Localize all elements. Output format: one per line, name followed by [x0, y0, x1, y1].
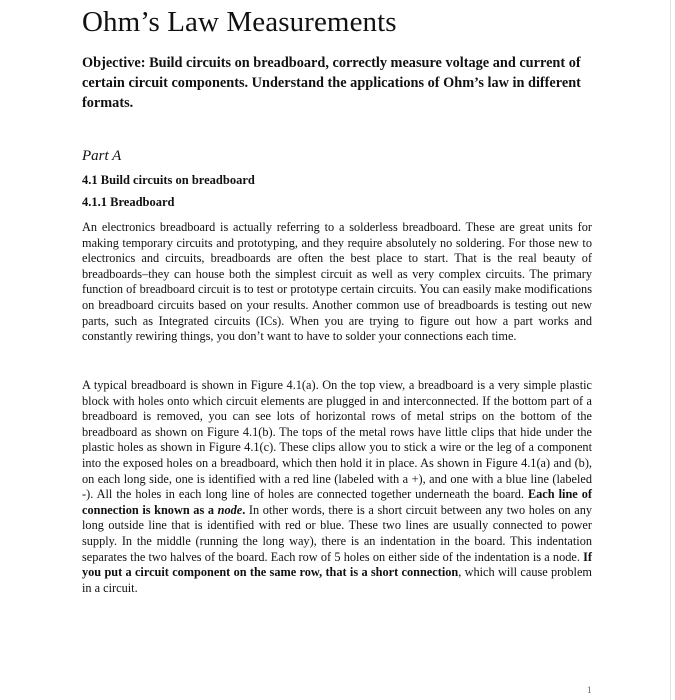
paragraph-breadboard-intro: An electronics breadboard is actually referring to a solderless breadboard. These are great units for making temporary circuits and prototyping, and they require absolutely no soldering. For those new to electronics and circuits, breadboards are often the best place to start. That is the real beauty of breadboards–they can house both the simplest circuit as well as very complex circuits. The primary function of breadboard circuit is to test or prototype certain circuits. You can easily make modifications on breadboard circuits based on your results. Another common use of breadboards is testing out new parts, such as Integrated circuits (ICs). When you are trying to figure out how a part works and constantly rewiring things, you don’t want to have to solder your connections each time. — [82, 220, 592, 344]
node-term: node — [217, 502, 243, 517]
paragraph-text: In other words, there is a short circuit between any two holes on any long outside line that is identified with red or blue. These two lines are usually connected to power supply. In the middle (running the long way), there is an indentation in the board. This indentation separates the two halves of the board. Each row of 5 holes on either side of the indentation is a node. — [82, 502, 592, 564]
section-heading-4-1-1: 4.1.1 Breadboard — [82, 195, 175, 209]
paragraph-text: A typical breadboard is shown in Figure 4.1(a). On the top view, a breadboard is a very simple plastic block with holes onto which circuit elements are plugged in and interconnected. If the bottom part of a breadboard is removed, you can see lots of horizontal rows of metal strips on the bottom of the breadboard as shown on Figure 4.1(b). The tops of the metal rows have little clips that hide under the plastic holes as shown in Figure 4.1(c). These clips allow you to stick a wire or the leg of a component into the exposed holes on a breadboard, which then hold it in place. As shown in Figure 4.1(a) and (b), on each long side, one is identified with a red line (labeled with a +), and one with a blue line (labeled -). All the holes in each long line of holes are connected together underneath the board. — [82, 378, 592, 502]
paragraph-typical-breadboard — [82, 378, 592, 596]
page-number: 1 — [587, 685, 592, 695]
bold-period: . — [242, 502, 246, 517]
page-title: Ohm’s Law Measurements — [82, 6, 397, 38]
section-heading-4-1: 4.1 Build circuits on breadboard — [82, 173, 255, 187]
bold-text: Each line of connection is known as a — [82, 487, 593, 517]
objective-text: Objective: Build circuits on breadboard, correctly measure voltage and current of certain circuit components. Understand the applications of Ohm’s law in different formats. — [82, 55, 581, 111]
page-edge — [670, 0, 671, 700]
part-heading: Part A — [82, 148, 122, 164]
bold-text: If you put a circuit component on the same row, that is a short connection — [82, 549, 592, 580]
paragraph-text: , which will cause problem in a circuit. — [82, 565, 592, 595]
